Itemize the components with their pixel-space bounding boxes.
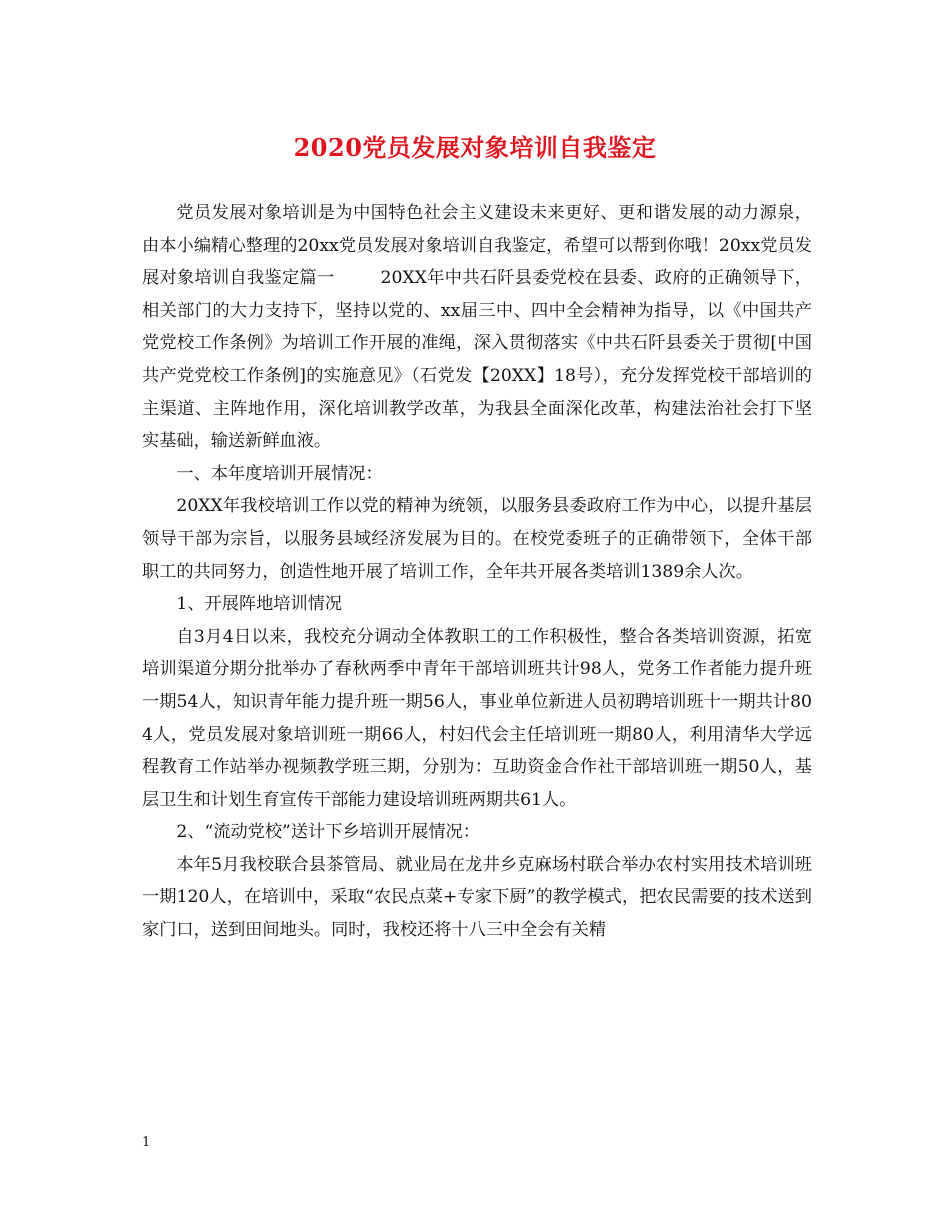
- body-paragraph: 本年5月我校联合县茶管局、就业局在龙井乡克麻场村联合举办农村实用技术培训班一期120人，在培训中，采取“农民点菜+专家下厨”的教学模式，把农民需要的技术送到家门口，送到田间地头。同时，我校还将十八三中全会有关精: [142, 854, 812, 941]
- intro-text-part2: 20XX年中共石阡县委党校在县委、政府的正确领导下，相关部门的大力支持下，坚持以党的、xx届三中、四中全会精神为指导，以《中国共产党党校工作条例》为培训工作开展的准绳，深入贯彻落实《中共石阡县委关于贯彻[中国共产党党校工作条例]的实施意见》（石党发【20XX】18号），充分发挥党校干部培训的主渠道、主阵地作用，深化培训教学改革，为我县全面深化改革，构建法治社会打下坚实基础，输送新鲜血液。: [142, 268, 812, 452]
- subsection-heading: 2、“流动党校”送计下乡培训开展情况：: [176, 822, 480, 843]
- body-paragraph: 自3月4日以来，我校充分调动全体教职工的工作积极性，整合各类培训资源，拓宽培训渠道分期分批举办了春秋两季中青年干部培训班共计98人，党务工作者能力提升班一期54人，知识青年能力提升班一期56人，事业单位新进人员初聘培训班十一期共计804人，党员发展对象培训班一期66人，村妇代会主任培训班一期80人，利用清华大学远程教育工作站举办视频教学班三期，分别为：互助资金合作社干部培训班一期50人，基层卫生和计划生育宣传干部能力建设培训班两期共61人。: [142, 626, 812, 810]
- document-title: 2020党员发展对象培训自我鉴定: [293, 133, 657, 162]
- subsection-heading: 1、开展阵地培训情况: [176, 594, 343, 615]
- intro-text-part1: 党员发展对象培训是为中国特色社会主义建设未来更好、更和谐发展的动力源泉，由本小编精心整理的20xx党员发展对象培训自我鉴定，希望可以帮到你哦！20xx党员发展对象培训自我鉴定篇一: [142, 203, 812, 289]
- intro-paragraph: [142, 197, 812, 458]
- section-heading: 一、本年度培训开展情况：: [176, 463, 383, 484]
- document-body: [142, 197, 812, 947]
- body-paragraph: 20XX年我校培训工作以党的精神为统领，以服务县委政府工作为中心，以提升基层领导干部为宗旨，以服务县域经济发展为目的。在校党委班子的正确带领下，全体干部职工的共同努力，创造性地开展了培训工作，全年共开展各类培训1389余人次。: [142, 496, 812, 582]
- page-number: 1: [142, 1135, 151, 1150]
